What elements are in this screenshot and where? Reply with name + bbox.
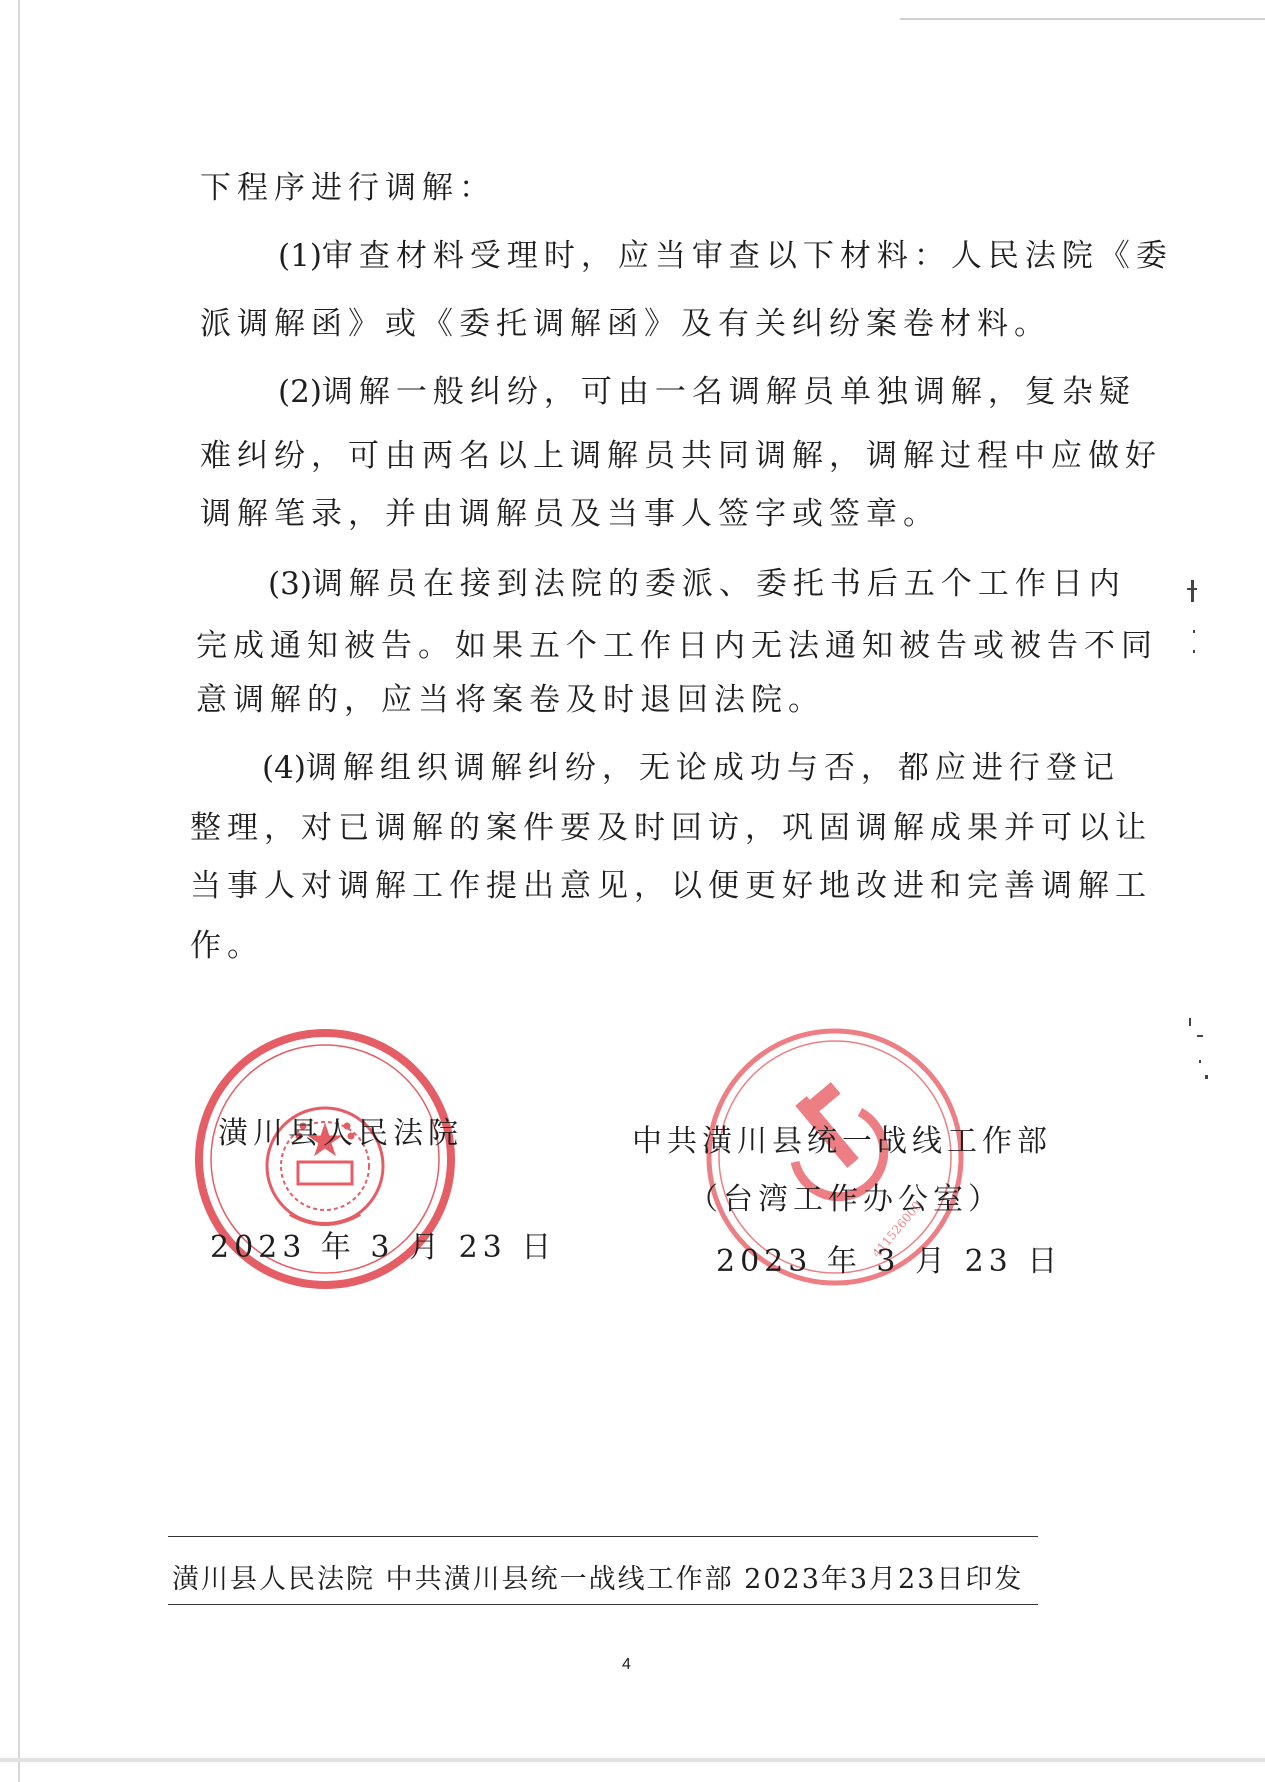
footer-bottom-rule — [168, 1604, 1038, 1605]
paragraph-2-line-2: 调解笔录，并由调解员及当事人签字或签章。 — [200, 496, 940, 532]
paragraph-4-line-0 — [262, 748, 1120, 788]
issuance-footer: 潢川县人民法院 中共潢川县统一战线工作部 2023年3月23日印发 — [172, 1564, 1024, 1595]
scan-edge-bottom — [0, 1758, 1265, 1762]
paragraph-3-line-0 — [268, 564, 1126, 604]
paragraph-3-number: (3) — [268, 566, 312, 602]
paragraph-2-text-0: 调解一般纠纷，可由一名调解员单独调解，复杂疑 — [321, 374, 1136, 410]
united-front-sub-signature: （台湾工作办公室） — [688, 1182, 1003, 1217]
paragraph-4-line-2: 当事人对调解工作提出意见，以便更好地改进和完善调解工 — [190, 868, 1152, 904]
paragraph-4-line-3: 作。 — [190, 928, 264, 964]
paragraph-3-line-2: 意调解的，应当将案卷及时退回法院。 — [196, 682, 825, 718]
scan-edge-top — [900, 18, 1265, 20]
united-front-signature-date: 2023 年 3 月 23 日 — [716, 1244, 1063, 1279]
paragraph-2-number: (2) — [278, 374, 322, 410]
paragraph-1-line-1: 派调解函》或《委托调解函》及有关纠纷案卷材料。 — [200, 306, 1051, 342]
paragraph-4-line-1: 整理，对已调解的案件要及时回访，巩固调解成果并可以让 — [190, 810, 1152, 846]
united-front-signature: 中共潢川县统一战线工作部 — [632, 1124, 1052, 1159]
paragraph-2-line-0 — [278, 372, 1136, 412]
court-signature: 潢川县人民法院 — [218, 1116, 463, 1151]
paragraph-1-line-0 — [278, 236, 1173, 276]
paragraph-1-text-0: 审查材料受理时，应当审查以下材料：人民法院《委 — [321, 238, 1173, 274]
paragraph-2-line-1: 难纠纷，可由两名以上调解员共同调解，调解过程中应做好 — [200, 438, 1162, 474]
court-signature-date: 2023 年 3 月 23 日 — [210, 1230, 557, 1265]
page-number: 4 — [622, 1656, 631, 1673]
footer-top-rule — [168, 1536, 1038, 1537]
united-front-seal-code: 411526000 — [869, 1198, 925, 1261]
paragraph-3-line-1: 完成通知被告。如果五个工作日内无法通知被告或被告不同 — [196, 628, 1158, 664]
paragraph-1-number: (1) — [278, 238, 322, 274]
paragraph-0-line-0: 下程序进行调解： — [200, 170, 496, 206]
paragraph-3-text-0: 调解员在接到法院的委派、委托书后五个工作日内 — [311, 566, 1126, 602]
scan-specks — [1185, 580, 1215, 1080]
scan-edge-left — [18, 0, 20, 1782]
paragraph-4-text-0: 调解组织调解纠纷，无论成功与否，都应进行登记 — [305, 750, 1120, 786]
paragraph-4-number: (4) — [262, 750, 306, 786]
